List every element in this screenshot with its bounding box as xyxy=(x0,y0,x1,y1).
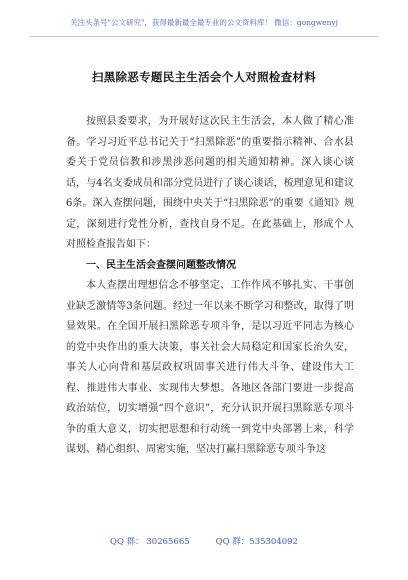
footer-qq-group-left: QQ 群： 30265665 xyxy=(110,537,190,547)
footer xyxy=(0,536,408,548)
footer-qq-group-right: QQ 群：535304092 xyxy=(215,537,298,547)
document-body xyxy=(66,112,354,461)
header-divider xyxy=(30,36,378,37)
section-paragraph: 本人查摆出理想信念不够坚定、工作作风不够扎实、干事创业缺乏激情等3条问题。经过一年以来不断学习和整改，取得了明显效果。在全国开展扫黑除恶专项斗争，是以习近平同志为核心的党中央作出的重大决策，事关社会大局稳定和国家长治久安，事关人心向背和基层政权巩固事关进行伟大斗争、建设伟大工程、推进伟大事业、实现伟大梦想。各地区各部门要进一步提高政治站位，切实增强“四个意识”，充分认识开展扫黑除恶专项斗争的重大意义，切实把思想和行动统一到党中央部署上来，科学谋划、精心组织、周密实施，坚决打赢扫黑除恶专项斗争这 xyxy=(66,280,354,455)
header-banner xyxy=(0,18,408,28)
header-banner-text: 关注头条号"公文研究"，获得最新最全最专业的公文资料库！ 微信：gongwenyj xyxy=(70,18,338,27)
section-heading: 一、民主生活会查摆问题整改情况 xyxy=(86,259,236,271)
document-title: 扫黑除恶专题民主生活会个人对照检查材料 xyxy=(91,70,317,84)
intro-paragraph: 按照县委要求，为开展好这次民主生活会，本人做了精心准备。学习习近平总书记关于“扫黑除恶”的重要指示精神、合水县委关于党员信教和涉黑涉恶问题的相关通知精神。深入谈心谈话，与4名支委成员和部分党员进行了谈心谈话，梳理意见和建议6条。深入查摆问题，围绕中央关于“扫黑除恶”的重要《通知》规定，深刻进行党性分析，查找自身不足。在此基础上，形成个人对照检查报告如下： xyxy=(66,116,354,250)
